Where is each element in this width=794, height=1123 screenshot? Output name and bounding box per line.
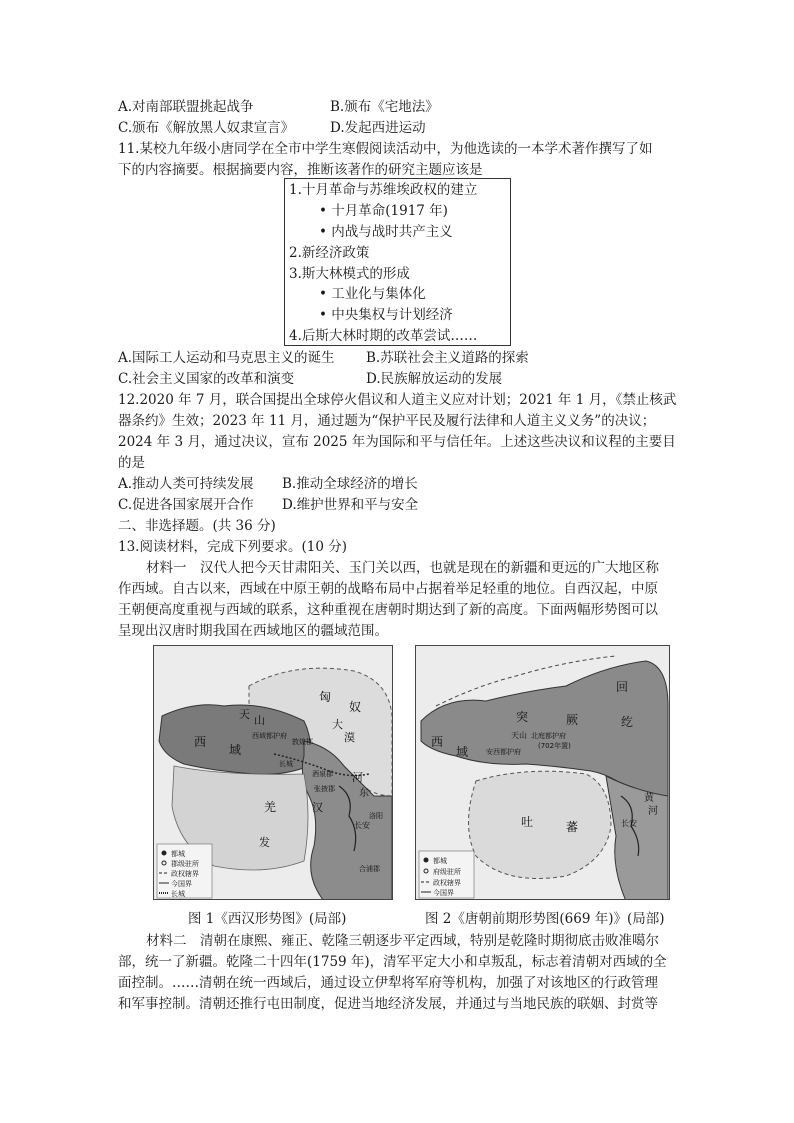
map1-label: 羌 [264, 800, 277, 814]
map-legend-label: 都城 [433, 857, 447, 865]
map1-label: 东 [359, 788, 369, 799]
q12-stem-line4: 的是 [118, 455, 145, 471]
q13-material1-line3: 王朝便高度重视与西域的联系，这种重视在唐朝时期达到了新的高度。下面两幅形势图可以 [118, 602, 658, 618]
map-legend-label: 厥 [566, 713, 579, 727]
map1-label: 长安 [354, 821, 370, 830]
map1-label: 匈 [319, 690, 332, 704]
outline-subitem: • 内战与战时共产主义 [319, 224, 453, 240]
map1-label: 山 [254, 714, 265, 727]
map1-label: 敦煌郡 [292, 738, 313, 746]
map1-label: 合浦郡 [359, 865, 380, 873]
map-legend-label: 长安 [621, 819, 637, 828]
map-legend-label: 郡级驻所 [171, 860, 199, 868]
q12-stem-line1: 12.2020 年 7 月，联合国提出全球停火倡议和人道主义应对计划；2021 年 1 月，《禁止核武 [118, 392, 677, 408]
q10-option-a: A.对南部联盟挑起战争 [118, 99, 254, 115]
outline-item: 4.后斯大林时期的改革尝试…… [289, 328, 478, 344]
outline-item: 2.新经济政策 [289, 245, 370, 261]
q11-option-d: D.民族解放运动的发展 [366, 371, 503, 387]
map-legend-label: 今国界 [171, 880, 192, 888]
q10-option-c: C.颁布《解放黑人奴隶宣言》 [118, 120, 295, 136]
map1-label: 汉 [312, 801, 323, 814]
q12-option-d: D.维护世界和平与安全 [282, 497, 419, 513]
map-legend-label: 安西都护府 [486, 748, 521, 756]
q10-option-d: D.发起西进运动 [330, 120, 426, 136]
map2-caption: 图 2《唐朝前期形势图(669 年)》(局部) [425, 911, 665, 927]
map-legend-label: 域 [456, 745, 469, 759]
map-legend-label: 都城 [171, 850, 185, 858]
map1-label: 长城 [279, 760, 293, 768]
q11-option-c: C.社会主义国家的改革和演变 [118, 371, 295, 387]
map-legend-label: 西 [431, 735, 444, 749]
q11-stem-line2: 下的内容摘要。根据摘要内容，推断该著作的研究主题应该是 [118, 162, 483, 178]
map-legend-label: 突 [516, 710, 529, 724]
map1-label: 张掖郡 [314, 785, 335, 793]
q12-stem-line2: 器条约》生效；2023 年 11 月，通过题为“保护平民及履行法律和人道主义义务”的决议； [118, 413, 656, 429]
map1-label: 河 [352, 771, 363, 784]
map-legend-label: 黄 [644, 793, 654, 804]
q10-option-b: B.颁布《宅地法》 [330, 99, 439, 115]
outline-item: 1.十月革命与苏维埃政权的建立 [289, 182, 478, 198]
q11-stem-line1: 11.某校九年级小唐同学在全市中学生寒假阅读活动中，为他选读的一本学术著作撰写了如 [118, 141, 653, 157]
map1-label: 发 [259, 836, 270, 849]
q13-material2-line1: 材料二 清朝在康熙、雍正、乾隆三朝逐步平定西域，特别是乾隆时期彻底击败准噶尔 [146, 933, 659, 949]
map1-label: 奴 [349, 700, 362, 714]
map-legend-label: 今国界 [433, 889, 454, 897]
section-heading: 二、非选择题。(共 36 分) [118, 518, 276, 534]
map1-label: 域 [229, 743, 242, 757]
map1-label: 天 [239, 708, 250, 721]
map1-label: 酒泉郡 [312, 770, 333, 778]
outline-subitem: • 十月革命(1917 年) [319, 203, 448, 219]
q13-material1-line4: 呈现出汉唐时期我国在西域地区的疆域范围。 [118, 623, 388, 639]
map-western-han [153, 645, 393, 900]
map-legend-label: 长城 [171, 890, 185, 898]
map-legend-label: 蕃 [566, 820, 579, 834]
map-legend-label: 纥 [621, 715, 634, 729]
map-legend-label: 天山 [511, 731, 527, 740]
q12-stem-line3: 2024 年 3 月，通过决议，宣布 2025 年为国际和平与信任年。上述这些决议和议程的主要目 [118, 434, 676, 450]
map-legend-label: 政权辖界 [433, 879, 461, 887]
map1-label: 洛阳 [369, 812, 383, 820]
q13-material2-line2: 部，统一了新疆。乾隆二十四年(1759 年)，清军平定大小和卓叛乱，标志着清朝对西域的全 [118, 954, 667, 970]
q13-material2-line3: 面控制。……清朝在统一西域后，通过设立伊犁将军府等机构，加强了对该地区的行政管理 [118, 975, 658, 991]
q13-material2-line4: 和军事控制。清朝还推行屯田制度，促进当地经济发展，并通过与当地民族的联姻、封赏等 [118, 996, 658, 1012]
map1-label: 漠 [344, 731, 355, 744]
map-early-tang [415, 645, 670, 900]
map-legend-label: 回 [616, 680, 629, 694]
outline-item: 3.斯大林模式的形成 [289, 266, 410, 282]
q11-option-a: A.国际工人运动和马克思主义的诞生 [118, 350, 335, 366]
q12-option-a: A.推动人类可持续发展 [118, 476, 254, 492]
map-legend-label: 府级驻所 [433, 868, 461, 876]
map-legend-label: 河 [648, 806, 658, 817]
q12-option-c: C.促进各国家展开合作 [118, 497, 254, 513]
q13-stem: 13.阅读材料，完成下列要求。(10 分) [118, 539, 347, 555]
map1-label: 西 [194, 735, 207, 749]
map-legend-label: (702年置) [538, 742, 571, 750]
map-legend-label: 吐 [521, 815, 534, 829]
q13-material1-line1: 材料一 汉代人把今天甘肃阳关、玉门关以西，也就是现在的新疆和更远的广大地区称 [146, 560, 659, 576]
map1-caption: 图 1《西汉形势图》(局部) [188, 911, 347, 927]
map-legend-label: 政权辖界 [171, 870, 199, 878]
q11-option-b: B.苏联社会主义道路的探索 [366, 350, 529, 366]
q13-material1-line2: 作西域。自古以来，西域在中原王朝的战略布局中占据着举足轻重的地位。自西汉起，中原 [118, 581, 658, 597]
map1-label: 大 [332, 718, 343, 731]
outline-subitem: • 工业化与集体化 [319, 286, 426, 302]
outline-subitem: • 中央集权与计划经济 [319, 307, 453, 323]
map-legend-label: 北庭都护府 [531, 732, 566, 740]
q12-option-b: B.推动全球经济的增长 [282, 476, 418, 492]
q11-outline-box [284, 178, 511, 346]
map1-label: 西域都护府 [252, 732, 287, 740]
